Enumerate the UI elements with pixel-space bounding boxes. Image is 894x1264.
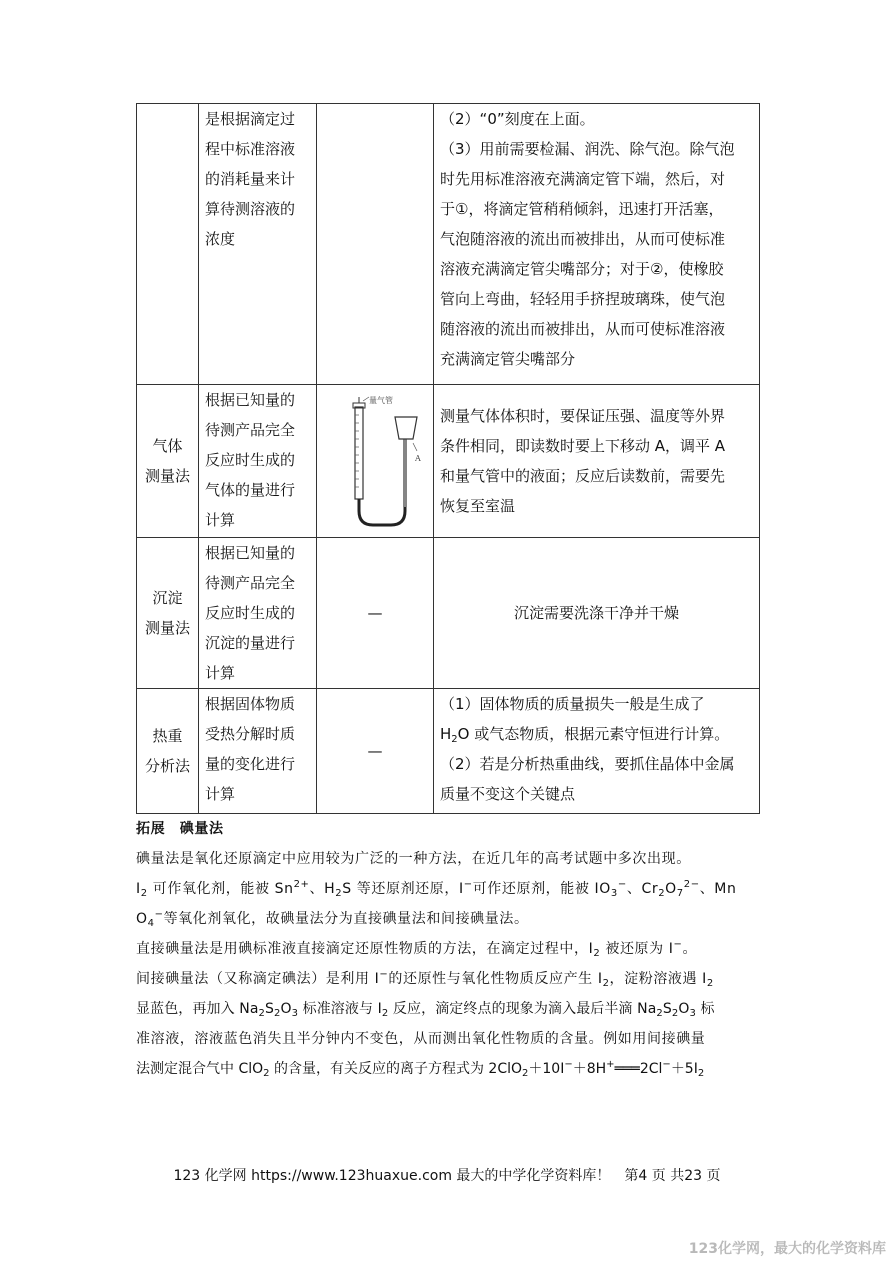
table-row [137,538,760,689]
notes-line: （2）若是分析热重曲线，要抓住晶体中金属 [440,755,735,773]
principle-line: 计算 [205,785,236,803]
paragraph-line: 间接碘量法（又称滴定碘法）是利用 I−的还原性与氧化性物质反应产生 $I_2$，淀粉溶液遇 $I_2$ [136,969,714,989]
method-line: 气体 [152,437,183,455]
iodometry-section [136,814,758,1084]
notes-line: （2）“0”刻度在上面。 [440,110,595,128]
principle-line: 计算 [205,664,236,682]
notes-line: 质量不变这个关键点 [440,785,576,803]
method-cell [137,689,199,814]
notes-cell [434,385,760,538]
notes-line: 管向上弯曲，轻轻用手挤捏玻璃珠，使气泡 [440,290,726,308]
principle-line: 浓度 [205,230,236,248]
paragraph-line: 准溶液，溶液蓝色消失且半分钟内不变色，从而测出氧化性物质的含量。例如用间接碘量 [136,1031,706,1047]
principle-cell [199,689,317,814]
method-line: 沉淀 [152,589,183,607]
principle-line: 气体的量进行 [205,481,296,499]
principle-cell [199,104,317,385]
reservoir-label: A [415,453,421,463]
burette-label: 量气管 [369,395,393,405]
notes-line: 随溶液的流出而被排出，从而可使标准溶液 [440,320,726,338]
notes-cell: 沉淀需要洗涤干净并干燥 [434,538,760,689]
notes-cell [434,104,760,385]
principle-line: 受热分解时质 [205,725,296,743]
principle-line: 待测产品完全 [205,421,296,439]
principle-line: 反应时生成的 [205,451,296,469]
principle-line: 根据已知量的 [205,544,296,562]
notes-line: 充满滴定管尖嘴部分 [440,350,576,368]
principle-cell [199,385,317,538]
table-row [137,104,760,385]
principle-line: 反应时生成的 [205,604,296,622]
paragraph-line: 碘量法是氧化还原滴定中应用较为广泛的一种方法，在近几年的高考试题中多次出现。 [136,851,691,867]
diagram-cell [317,104,434,385]
section-heading: 拓展 碘量法 [136,821,224,837]
notes-line: 于①，将滴定管稍稍倾斜，迅速打开活塞， [440,200,724,218]
notes-line: 气泡随溶液的流出而被排出，从而可使标准 [440,230,726,248]
diagram-cell: — [317,689,434,814]
principle-line: 量的变化进行 [205,755,296,773]
notes-line: 溶液充满滴定管尖嘴部分；对于②，使橡胶 [440,260,724,278]
principle-line: 待测产品完全 [205,574,296,592]
paragraph-line: $I_2$ 可作氧化剂，能被 $Sn^{2+}$、$H_2S$ 等还原剂还原，I−可作还原剂，能被 $IO_3^-$、$Cr_2O_7^{2-}$、Mn [136,879,737,899]
page-footer: 123 化学网 https://www.123huaxue.com 最大的中学化学资料库！ 第4 页 共23 页 [173,1168,721,1184]
methods-table [136,103,760,814]
notes-line: 测量气体体积时，要保证压强、温度等外界 [440,407,726,425]
notes-line: $H_2O$ 或气态物质，根据元素守恒进行计算。 [440,725,730,745]
notes-line: （3）用前需要检漏、润洗、除气泡。除气泡 [440,140,735,158]
table-row [137,385,760,538]
notes-line: 条件相同，即读数时要上下移动 A，调平 A [440,437,726,455]
diagram-cell: — [317,538,434,689]
notes-line: 和量气管中的液面；反应后读数前，需要先 [440,467,726,485]
method-cell [137,538,199,689]
method-line: 分析法 [144,757,190,775]
gas-burette-diagram [325,395,425,530]
method-line: 测量法 [144,467,190,485]
notes-line: （1）固体物质的质量损失一般是生成了 [440,695,705,713]
principle-line: 程中标准溶液 [205,140,296,158]
principle-line: 根据已知量的 [205,391,296,409]
method-cell [137,104,199,385]
principle-line: 沉淀的量进行 [205,634,296,652]
method-line: 测量法 [144,619,190,637]
notes-line: 时先用标准溶液充满滴定管下端，然后，对 [440,170,726,188]
paragraph-line: 直接碘量法是用碘标准液直接滴定还原性物质的方法，在滴定过程中，$I_2$ 被还原为 I−。 [136,939,698,959]
principle-line: 的消耗量来计 [205,170,296,188]
table-row [137,689,760,814]
principle-line: 计算 [205,511,236,529]
watermark: 123化学网，最大的化学资料库 [688,1241,886,1257]
diagram-cell [317,385,434,538]
method-cell [137,385,199,538]
principle-cell [199,538,317,689]
paragraph-line: $O_4^-$等氧化剂氧化，故碘量法分为直接碘量法和间接碘量法。 [136,909,529,929]
paragraph-line: 法测定混合气中 ClO$_2$ 的含量，有关反应的离子方程式为 $2ClO_2+10I^-+8H^+═══2Cl^-+5I_2$ [136,1059,705,1079]
notes-cell [434,689,760,814]
paragraph-line: 显蓝色，再加入 $Na_2S_2O_3$ 标准溶液与 $I_2$ 反应，滴定终点的现象为滴入最后半滴 $Na_2S_2O_3$ 标 [136,1001,715,1019]
notes-line: 恢复至室温 [440,497,516,515]
method-line: 热重 [152,727,183,745]
principle-line: 是根据滴定过 [205,110,296,128]
principle-line: 算待测溶液的 [205,200,296,218]
principle-line: 根据固体物质 [205,695,296,713]
